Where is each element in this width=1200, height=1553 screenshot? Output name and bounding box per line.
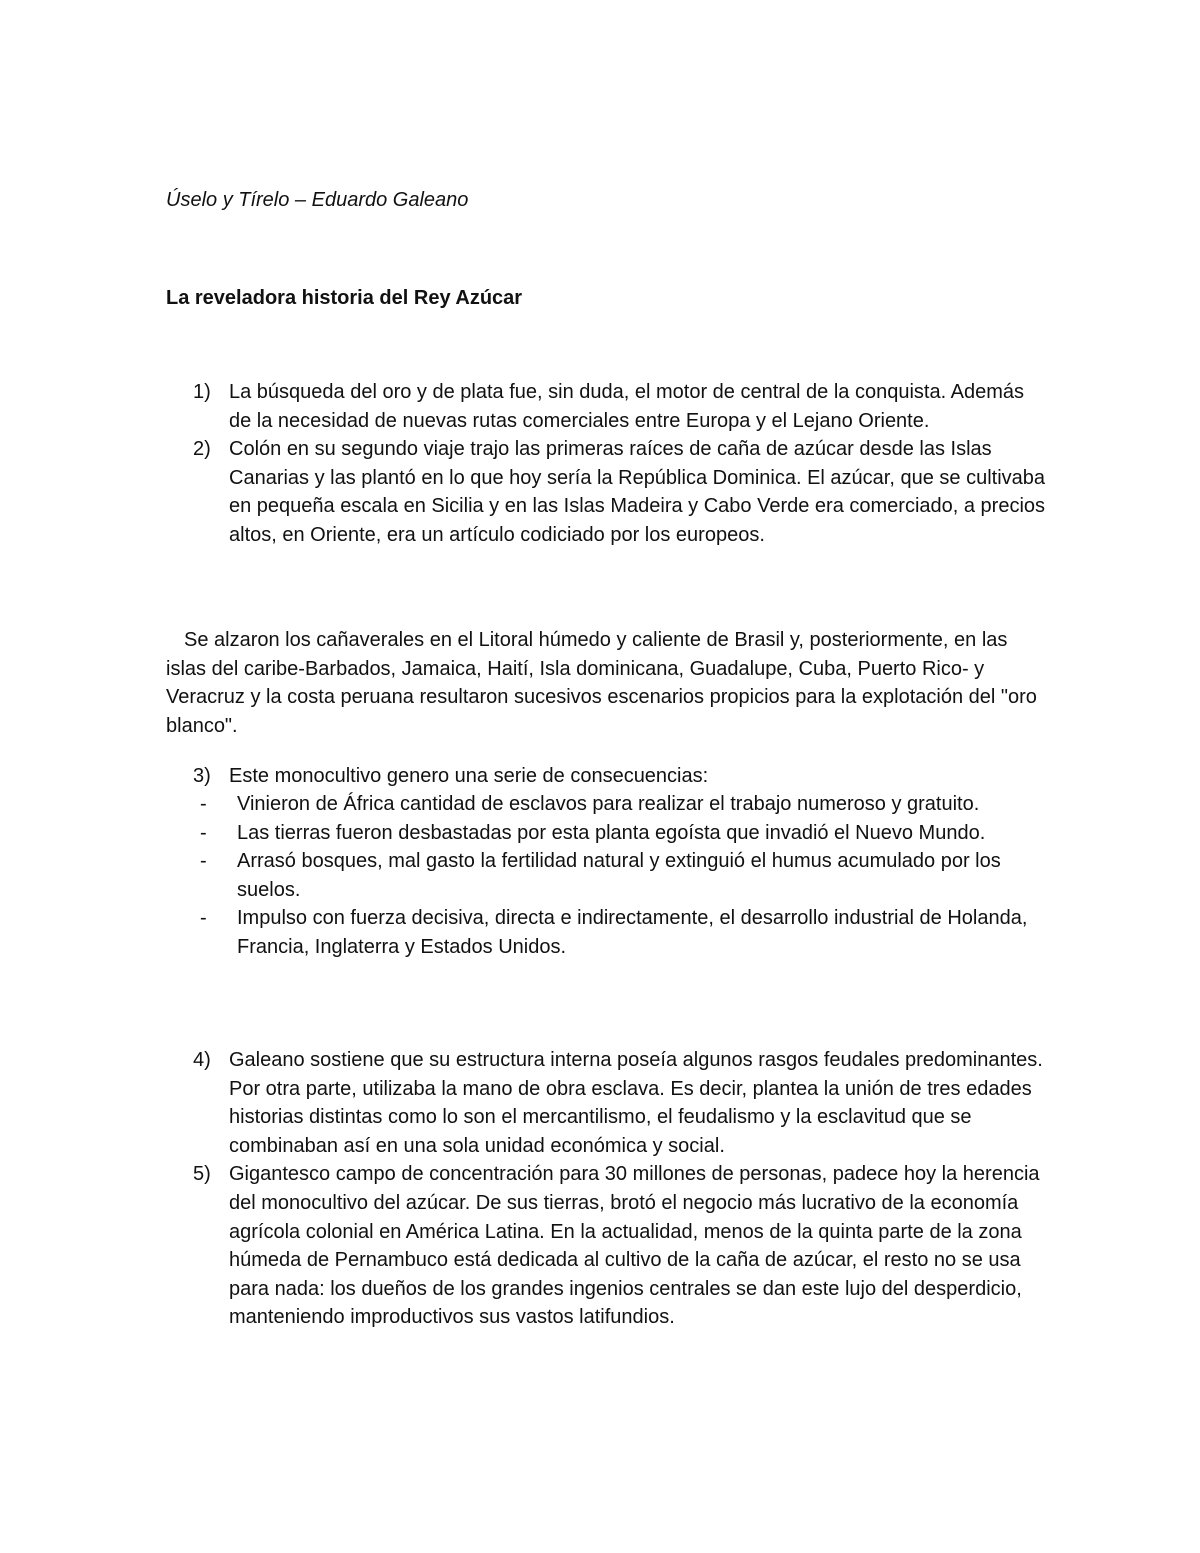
list-marker: 5) xyxy=(193,1163,211,1186)
list-item-text: Gigantesco campo de concentración para 30 millones de personas, padece hoy la herencia del monocultivo del azúcar. De sus tierras, brotó el negocio más lucrativo de la economía agrícola colonial en América Latina. En la actualidad, menos de la quinta parte de la zona húmeda de Pernambuco está dedicada al cultivo de la caña de azúcar, el resto no se usa para nada: los dueños de los grandes ingenios centrales se dan este lujo del desperdicio, manteniendo improductivos sus vastos latifundios. xyxy=(229,1163,1040,1329)
numbered-list-consequences xyxy=(166,762,1046,791)
dash-item xyxy=(166,904,1046,961)
list-item-text: Galeano sostiene que su estructura interna poseía algunos rasgos feudales predominantes. Por otra parte, utilizaba la mano de obra esclava. Es decir, plantea la unión de tres edades historias distintas como lo son el mercantilismo, el feudalismo y la esclavitud que se combinaban así en una sola unidad económica y social. xyxy=(229,1049,1043,1157)
list-item-text: La búsqueda del oro y de plata fue, sin duda, el motor de central de la conquista. Además de la necesidad de nuevas rutas comerciales entre Europa y el Lejano Oriente. xyxy=(229,381,1024,432)
list-item-3 xyxy=(166,762,1046,791)
dash-item xyxy=(166,847,1046,904)
dash-item xyxy=(166,819,1046,848)
dash-marker: - xyxy=(200,850,207,873)
dash-item-text: Vinieron de África cantidad de esclavos para realizar el trabajo numeroso y gratuito. xyxy=(237,793,980,815)
list-marker: 3) xyxy=(193,765,211,787)
dash-item-text: Impulso con fuerza decisiva, directa e indirectamente, el desarrollo industrial de Holanda, Francia, Inglaterra y Estados Unidos. xyxy=(237,907,1028,958)
document-title: Úselo y Tírelo – Eduardo Galeano xyxy=(166,189,469,211)
body-paragraph: Se alzaron los cañaverales en el Litoral húmedo y caliente de Brasil y, posteriormente, en las islas del caribe-Barbados, Jamaica, Haití, Isla dominicana, Guadalupe, Cuba, Puerto Rico- y Veracruz y la costa peruana resultaron sucesivos escenarios propicios para la explotación del "oro blanco". xyxy=(166,629,1037,737)
dash-marker: - xyxy=(200,907,207,930)
dash-marker: - xyxy=(200,821,207,844)
list-item-text: Colón en su segundo viaje trajo las primeras raíces de caña de azúcar desde las Islas Canarias y las plantó en lo que hoy sería la República Dominica. El azúcar, que se cultivaba en pequeña escala en Sicilia y en las Islas Madeira y Cabo Verde era comerciado, a precios altos, en Oriente, era un artículo codiciado por los europeos. xyxy=(229,438,1046,546)
dash-item-text: Las tierras fueron desbastadas por esta planta egoísta que invadió el Nuevo Mundo. xyxy=(237,821,986,844)
dash-item xyxy=(166,790,1046,819)
dash-marker: - xyxy=(200,793,207,815)
section-heading: La reveladora historia del Rey Azúcar xyxy=(166,287,523,309)
list-marker: 1) xyxy=(193,381,211,403)
list-marker: 2) xyxy=(193,438,211,461)
dash-list xyxy=(166,790,1046,962)
list-item-5 xyxy=(166,1160,1046,1332)
list-marker: 4) xyxy=(193,1049,211,1071)
numbered-list-intro xyxy=(166,378,1046,550)
list-item-2 xyxy=(166,435,1046,549)
dash-item-text: Arrasó bosques, mal gasto la fertilidad natural y extinguió el humus acumulado por los suelos. xyxy=(237,850,1001,901)
list-item-text: Este monocultivo genero una serie de consecuencias: xyxy=(229,765,709,787)
list-item-4 xyxy=(166,1046,1046,1160)
numbered-list-analysis xyxy=(166,1046,1046,1332)
list-item-1 xyxy=(166,378,1046,435)
